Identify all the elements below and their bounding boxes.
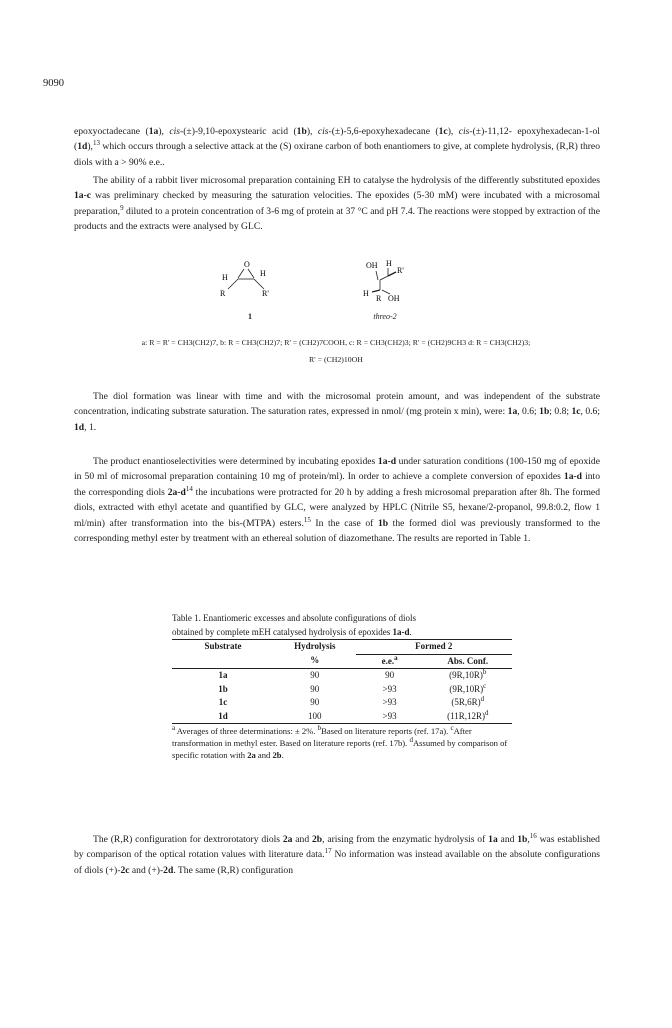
header-formed: Formed 2 (415, 641, 453, 651)
legend-line-1: a: R = R' = CH3(CH2)7, b: R = CH3(CH2)7; R' = (CH2)7COOH, c: R = CH3(CH2)3; R' = (CH2)9CH3 d: R = CH3(CH2)3; (141, 338, 531, 347)
table-row: 1c 90 >93 $(5R,6R)^d$ (218, 695, 485, 707)
table-row: 1d 100 >93 $(11R,12R)^d$ (172, 710, 512, 724)
table-footnotes: $^a$ Averages of three determinations: ± 2%. $^b$Based on literature reports (ref. 17a). $^c$After transformation in methyl ester. Based on literature reports (ref. 17b). $^d$Assumed by comparison of specific rotation with 2a and 2b. (172, 724, 508, 760)
legend-line-2: R' = (CH2)10OH (309, 355, 363, 364)
table-caption: Table 1. Enantiomeric excesses and absolute configurations of diols obtained by complete mEH catalysed hydrolysis of epoxides 1a-d. (172, 613, 417, 637)
chemical-structures (200, 258, 440, 328)
paragraph-2: The ability of a rabbit liver microsomal preparation containing EH to catalyse the hydrolysis of the differently substituted epoxides 1a-c was preliminary checked by measuring the saturation velocities. The epoxides (5-30 mM) were incubated with a microsomal preparation,$^9$ diluted to a protein concentration of 3-6 mg of protein at 37 °C and pH 7.4. The reactions were stopped by extraction of the products and the extracts were analysed by GLC. (74, 175, 600, 233)
table-row: 1b 90 >93 $(9R,10R)^c$ (218, 681, 487, 694)
paragraph-3: The diol formation was linear with time and with the microsomal protein amount, and was independent of the substrate concentration, indicating substrate saturation. The saturation rates, expressed in nmol/ (mg protein x min), were: 1a, 0.6; 1b; 0.8; 1c, 0.6; 1d, 1. (74, 391, 600, 433)
header-ee: e.e.$^a$ (356, 654, 424, 669)
diol-h-prime: H (363, 289, 369, 298)
diol-r-prime: R' (397, 266, 404, 275)
page-number: 9090 (43, 78, 64, 89)
diol-oh-bottom: OH (388, 294, 400, 303)
table-1 (172, 612, 512, 761)
header-substrate: Substrate (204, 641, 242, 652)
header-percent: % (310, 655, 320, 666)
results-table (172, 639, 512, 724)
epoxide-r-prime: R' (262, 289, 269, 298)
epoxide-h-left: H (222, 273, 228, 282)
oxygen-atom: O (244, 260, 250, 269)
epoxide-r: R (220, 289, 226, 298)
diol-r: R (376, 294, 382, 303)
table-row: 1a 90 90 $(9R,10R)^b$ (218, 668, 487, 680)
paragraph-1: epoxyoctadecane (1a), cis-(±)-9,10-epoxystearic acid (1b), cis-(±)-5,6-epoxyhexadecane (1c), cis-(±)-11,12- epoxyhexadecan-1-ol (1d),$^{13}$ which occurs through a selective attack at the (S) oxirane carbon of both enantiomers to give, at complete hydrolysis, (R,R) threo diols with a > 90% e.e.. (74, 126, 600, 168)
paragraph-5: The (R,R) configuration for dextrorotatory diols 2a and 2b, arising from the enzymatic hydrolysis of 1a and 1b,$^{16}$ was established by comparison of the optical rotation values with literature data.$^{17}$ No information was instead available on the absolute configurations of diols (+)-2c and (+)-2d. The same (R,R) configuration (74, 832, 600, 876)
diol-h-top: H (386, 259, 392, 268)
paragraph-4: The product enantioselectivities were determined by incubating epoxides 1a-d under saturation conditions (100-150 mg of epoxide in 50 ml of microsomal preparation containing 10 mg of protein/ml). In order to achieve a complete conversion of epoxides 1a-d into the corresponding diols $2a-d^{14}$ the incubations were protracted for 20 h by adding a fresh microsomal preparation after 8h. The formed diols, extracted with ethyl acetate and quantified by GLC, were analyzed by HPLC (Nitrile S5, hexane/2-propanol, 99.8:0.2, flow 1 ml/min) after transformation into the bis-(MTPA) esters.$^{15}$ In the case of 1b the formed diol was previously transformed to the corresponding methyl ester by treatment with an ethereal solution of diazomethane. The results are reported in Table 1. (74, 456, 601, 545)
substituent-legend (66, 334, 606, 368)
diol-oh-top: OH (366, 261, 378, 270)
header-hydrolysis: Hydrolysis (294, 641, 336, 652)
diol-label: threo-2 (373, 312, 397, 321)
epoxide-h-right: H (260, 269, 266, 278)
header-abs-conf: Abs. Conf. (424, 654, 512, 669)
epoxide-label: 1 (248, 312, 252, 321)
